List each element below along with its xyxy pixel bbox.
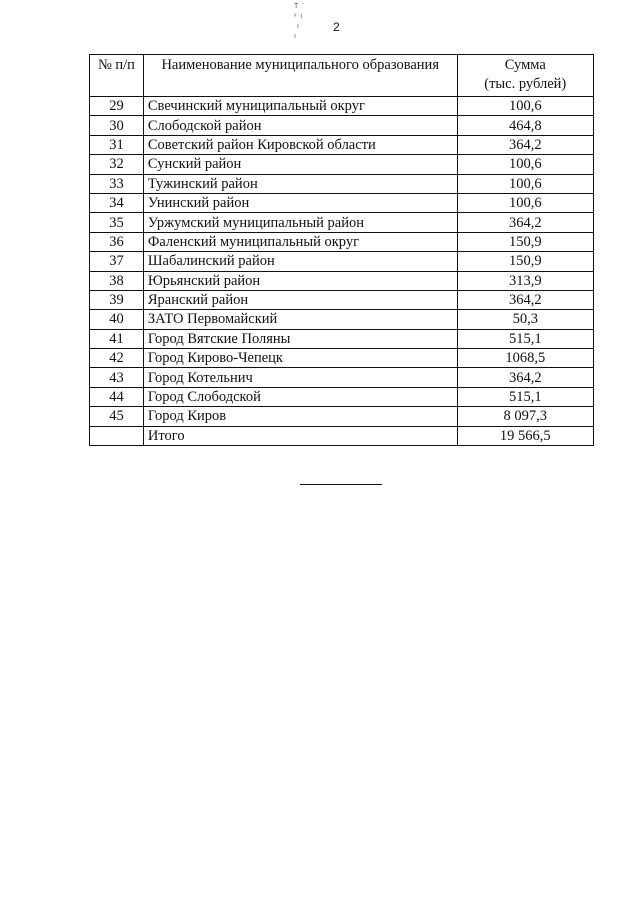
cell-sum: 19 566,5: [457, 426, 593, 445]
cell-name: Советский район Кировской области: [143, 135, 457, 154]
cell-sum: 150,9: [457, 252, 593, 271]
cell-name: Сунский район: [143, 155, 457, 174]
table-row: [90, 407, 594, 426]
table-row: [90, 252, 594, 271]
table-row: [90, 174, 594, 193]
table-row: [90, 193, 594, 212]
cell-num: 40: [90, 310, 144, 329]
cell-num: 43: [90, 368, 144, 387]
page-number: 2: [333, 20, 340, 34]
cell-sum: 364,2: [457, 213, 593, 232]
table-row: [90, 135, 594, 154]
cell-num: 35: [90, 213, 144, 232]
cell-num: 34: [90, 193, 144, 212]
cell-name: Уржумский муниципальный район: [143, 213, 457, 232]
header-num: № п/п: [90, 55, 144, 97]
cell-sum: 364,2: [457, 368, 593, 387]
cell-sum: 464,8: [457, 116, 593, 135]
cell-name: Свечинский муниципальный округ: [143, 97, 457, 116]
table-row: [90, 368, 594, 387]
cell-name: Город Вятские Поляны: [143, 329, 457, 348]
cell-sum: 1068,5: [457, 349, 593, 368]
header-sum-line2: (тыс. рублей): [484, 76, 567, 92]
cell-num: 30: [90, 116, 144, 135]
cell-name: Город Киров: [143, 407, 457, 426]
table-row: [90, 155, 594, 174]
cell-name: Фаленский муниципальный округ: [143, 232, 457, 251]
table-row: [90, 116, 594, 135]
cell-sum: 313,9: [457, 271, 593, 290]
table-row: [90, 310, 594, 329]
scan-marks: T ʻ ᵛ ı ı ı: [294, 3, 305, 40]
cell-num: 39: [90, 290, 144, 309]
cell-sum: 100,6: [457, 97, 593, 116]
cell-name: Унинский район: [143, 193, 457, 212]
cell-sum: 515,1: [457, 329, 593, 348]
cell-sum: 100,6: [457, 174, 593, 193]
cell-name: Юрьянский район: [143, 271, 457, 290]
table-row: [90, 329, 594, 348]
cell-num: 37: [90, 252, 144, 271]
cell-num: 32: [90, 155, 144, 174]
table-total-row: [90, 426, 594, 445]
cell-num: 38: [90, 271, 144, 290]
cell-num: 41: [90, 329, 144, 348]
header-name: Наименование муниципального образования: [143, 55, 457, 97]
end-divider-line: [300, 484, 382, 485]
table-row: [90, 232, 594, 251]
table-row: [90, 290, 594, 309]
cell-sum: 100,6: [457, 193, 593, 212]
cell-name: Город Кирово-Чепецк: [143, 349, 457, 368]
table-body: [90, 97, 594, 446]
cell-sum: 364,2: [457, 135, 593, 154]
cell-sum: 100,6: [457, 155, 593, 174]
header-sum-line1: Сумма: [504, 57, 546, 73]
cell-name: Слободской район: [143, 116, 457, 135]
cell-num: 33: [90, 174, 144, 193]
cell-num: 42: [90, 349, 144, 368]
cell-num: 31: [90, 135, 144, 154]
cell-name: Яранский район: [143, 290, 457, 309]
cell-num: 36: [90, 232, 144, 251]
table-row: [90, 349, 594, 368]
header-sum: [457, 55, 593, 97]
cell-sum: 515,1: [457, 387, 593, 406]
table-row: [90, 213, 594, 232]
municipal-sums-table: [89, 54, 594, 446]
cell-sum: 150,9: [457, 232, 593, 251]
cell-name: Шабалинский район: [143, 252, 457, 271]
cell-name: Город Слободской: [143, 387, 457, 406]
table-row: [90, 97, 594, 116]
cell-sum: 50,3: [457, 310, 593, 329]
cell-sum: 8 097,3: [457, 407, 593, 426]
cell-num: [90, 426, 144, 445]
cell-num: 45: [90, 407, 144, 426]
cell-num: 44: [90, 387, 144, 406]
cell-num: 29: [90, 97, 144, 116]
table-row: [90, 271, 594, 290]
cell-name: Город Котельнич: [143, 368, 457, 387]
cell-name: ЗАТО Первомайский: [143, 310, 457, 329]
cell-name: Итого: [143, 426, 457, 445]
table-row: [90, 387, 594, 406]
cell-sum: 364,2: [457, 290, 593, 309]
cell-name: Тужинский район: [143, 174, 457, 193]
table-header-row: [90, 55, 594, 97]
